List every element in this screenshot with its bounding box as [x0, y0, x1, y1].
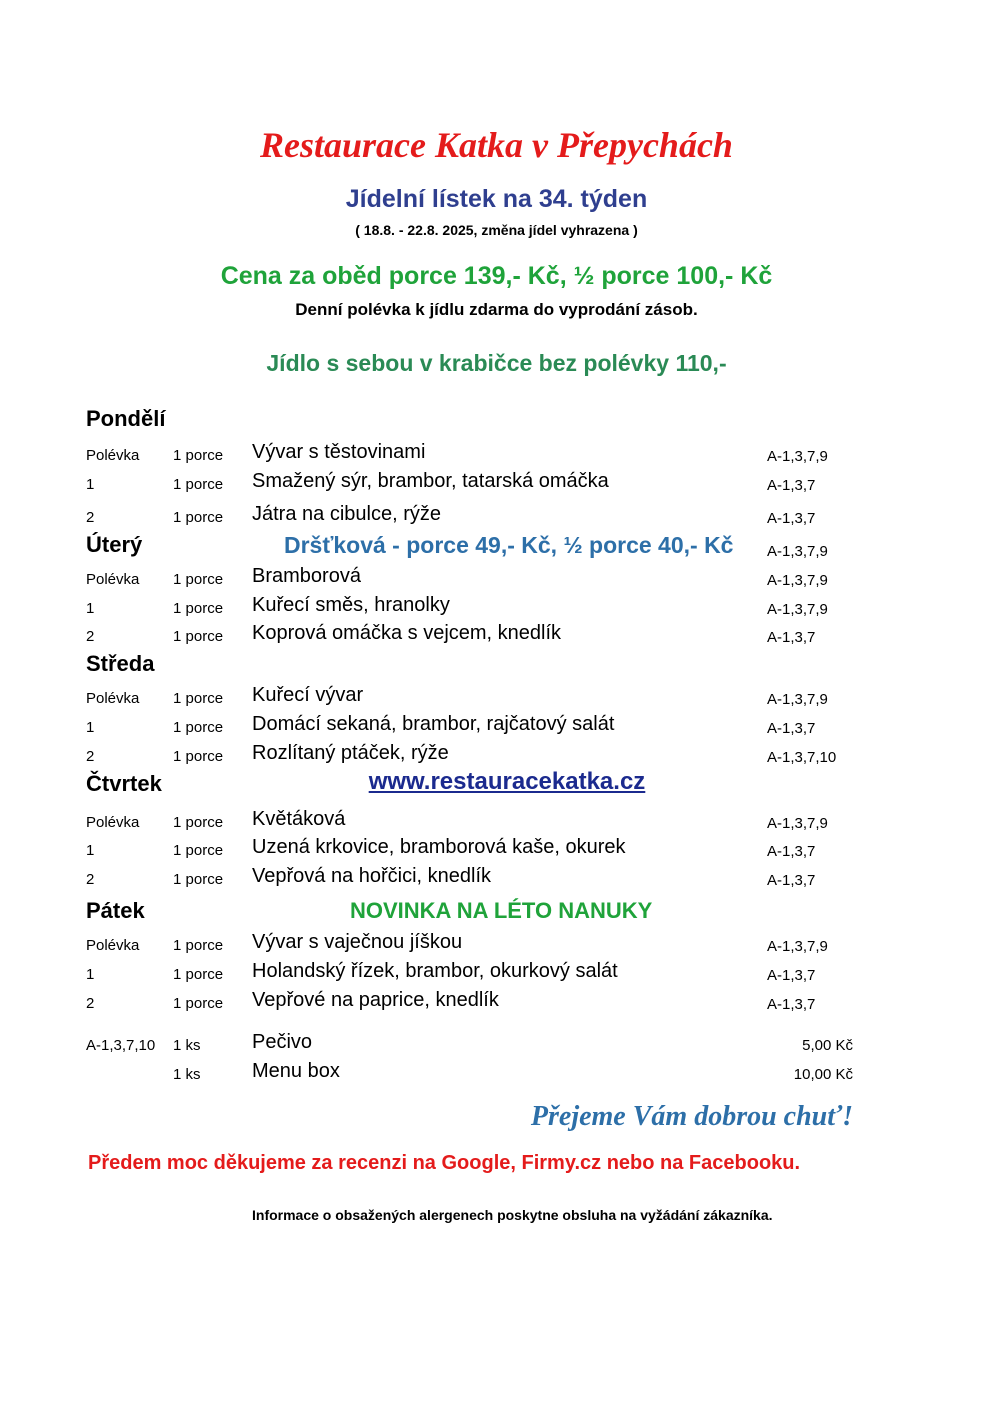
extra-qty: 1 ks: [173, 1066, 201, 1083]
item-name: Bramborová: [252, 565, 361, 587]
item-qty: 1 porce: [173, 600, 224, 617]
item-type: 2: [86, 628, 95, 645]
item-type: 1: [86, 600, 95, 617]
item-qty: 1 porce: [173, 509, 224, 526]
extra-name: Pečivo: [252, 1031, 313, 1053]
item-allergens: A-1,3,7: [767, 843, 816, 860]
item-type: Polévka: [86, 937, 140, 954]
item-name: Květáková: [252, 808, 346, 830]
item-type: 2: [86, 509, 95, 526]
item-type: Polévka: [86, 571, 140, 588]
item-type: 2: [86, 871, 95, 888]
item-type: 2: [86, 995, 95, 1012]
item-name: Vepřové na paprice, knedlík: [252, 989, 499, 1011]
website-link[interactable]: www.restauracekatka.cz: [368, 768, 646, 795]
bon-appetit-wish: Přejeme Vám dobrou chuť!: [530, 1101, 853, 1132]
item-type: 1: [86, 966, 95, 983]
item-name: Uzená krkovice, bramborová kaše, okurek: [252, 836, 626, 858]
menu-week-subtitle: Jídelní lístek na 34. týden: [345, 185, 648, 213]
item-allergens: A-1,3,7,9: [767, 815, 828, 832]
item-name: Domácí sekaná, brambor, rajčatový salát: [252, 713, 615, 735]
item-name: Vývar s těstovinami: [252, 441, 426, 463]
item-name: Játra na cibulce, rýže: [252, 503, 441, 525]
item-qty: 1 porce: [173, 628, 224, 645]
day-heading-tuesday: Úterý: [86, 532, 143, 557]
item-qty: 1 porce: [173, 871, 224, 888]
item-name: Kuřecí vývar: [252, 684, 364, 706]
item-qty: 1 porce: [173, 719, 224, 736]
item-qty: 1 porce: [173, 447, 224, 464]
item-allergens: A-1,3,7: [767, 629, 816, 646]
item-allergens: A-1,3,7,10: [767, 749, 837, 766]
day-heading-friday: Pátek: [86, 898, 145, 923]
item-allergens: A-1,3,7: [767, 967, 816, 984]
soup-free-note: Denní polévka k jídlu zdarma do vyprodání zásob.: [295, 300, 698, 319]
item-name: Rozlítaný ptáček, rýže: [252, 742, 449, 764]
day-heading-thursday: Čtvrtek: [86, 771, 162, 796]
item-name: Holandský řízek, brambor, okurkový salát: [252, 960, 618, 982]
item-name: Vepřová na hořčici, knedlík: [252, 865, 492, 887]
item-name: Vývar s vaječnou jíškou: [252, 931, 463, 953]
takeaway-price: Jídlo s sebou v krabičce bez polévky 110,-: [266, 350, 727, 376]
item-qty: 1 porce: [173, 690, 224, 707]
extra-price: 5,00 Kč: [802, 1037, 853, 1054]
review-thanks: Předem moc děkujeme za recenzi na Google, Firmy.cz nebo na Facebooku.: [88, 1152, 801, 1174]
item-allergens: A-1,3,7: [767, 510, 816, 527]
item-allergens: A-1,3,7,9: [767, 448, 828, 465]
item-allergens: A-1,3,7: [767, 996, 816, 1013]
item-qty: 1 porce: [173, 476, 224, 493]
item-allergens: A-1,3,7,9: [767, 543, 828, 560]
item-allergens: A-1,3,7,9: [767, 691, 828, 708]
day-heading-wednesday: Středa: [86, 651, 155, 676]
item-qty: 1 porce: [173, 814, 224, 831]
item-allergens: A-1,3,7: [767, 872, 816, 889]
extra-name: Menu box: [252, 1060, 340, 1082]
restaurant-title: Restaurace Katka v Přepychách: [260, 125, 733, 165]
item-allergens: A-1,3,7,9: [767, 938, 828, 955]
extra-qty: 1 ks: [173, 1037, 201, 1054]
item-type: 2: [86, 748, 95, 765]
summer-novelty-note: NOVINKA NA LÉTO NANUKY: [350, 898, 653, 923]
item-allergens: A-1,3,7,9: [767, 601, 828, 618]
item-name: Smažený sýr, brambor, tatarská omáčka: [252, 470, 609, 492]
item-allergens: A-1,3,7: [767, 720, 816, 737]
item-allergens: A-1,3,7,9: [767, 572, 828, 589]
item-qty: 1 porce: [173, 966, 224, 983]
item-type: Polévka: [86, 690, 140, 707]
item-qty: 1 porce: [173, 748, 224, 765]
allergen-info: Informace o obsažených alergenech poskytne obsluha na vyžádání zákazníka.: [252, 1207, 773, 1223]
item-qty: 1 porce: [173, 937, 224, 954]
item-type: 1: [86, 842, 95, 859]
day-heading-monday: Pondělí: [86, 406, 166, 431]
item-qty: 1 porce: [173, 842, 224, 859]
item-type: 1: [86, 476, 95, 493]
lunch-price: Cena za oběd porce 139,- Kč, ½ porce 100,- Kč: [220, 262, 773, 290]
item-type: Polévka: [86, 447, 140, 464]
item-type: 1: [86, 719, 95, 736]
item-name: Koprová omáčka s vejcem, knedlík: [252, 622, 562, 644]
item-type: Polévka: [86, 814, 140, 831]
item-qty: 1 porce: [173, 995, 224, 1012]
tripe-soup-note: Dršťková - porce 49,- Kč, ½ porce 40,- Kč: [284, 532, 734, 558]
extra-allergens: A-1,3,7,10: [86, 1037, 156, 1054]
extra-price: 10,00 Kč: [793, 1066, 853, 1083]
item-allergens: A-1,3,7: [767, 477, 816, 494]
item-qty: 1 porce: [173, 571, 224, 588]
item-name: Kuřecí směs, hranolky: [252, 594, 450, 616]
menu-dates: ( 18.8. - 22.8. 2025, změna jídel vyhrazena ): [355, 222, 638, 238]
